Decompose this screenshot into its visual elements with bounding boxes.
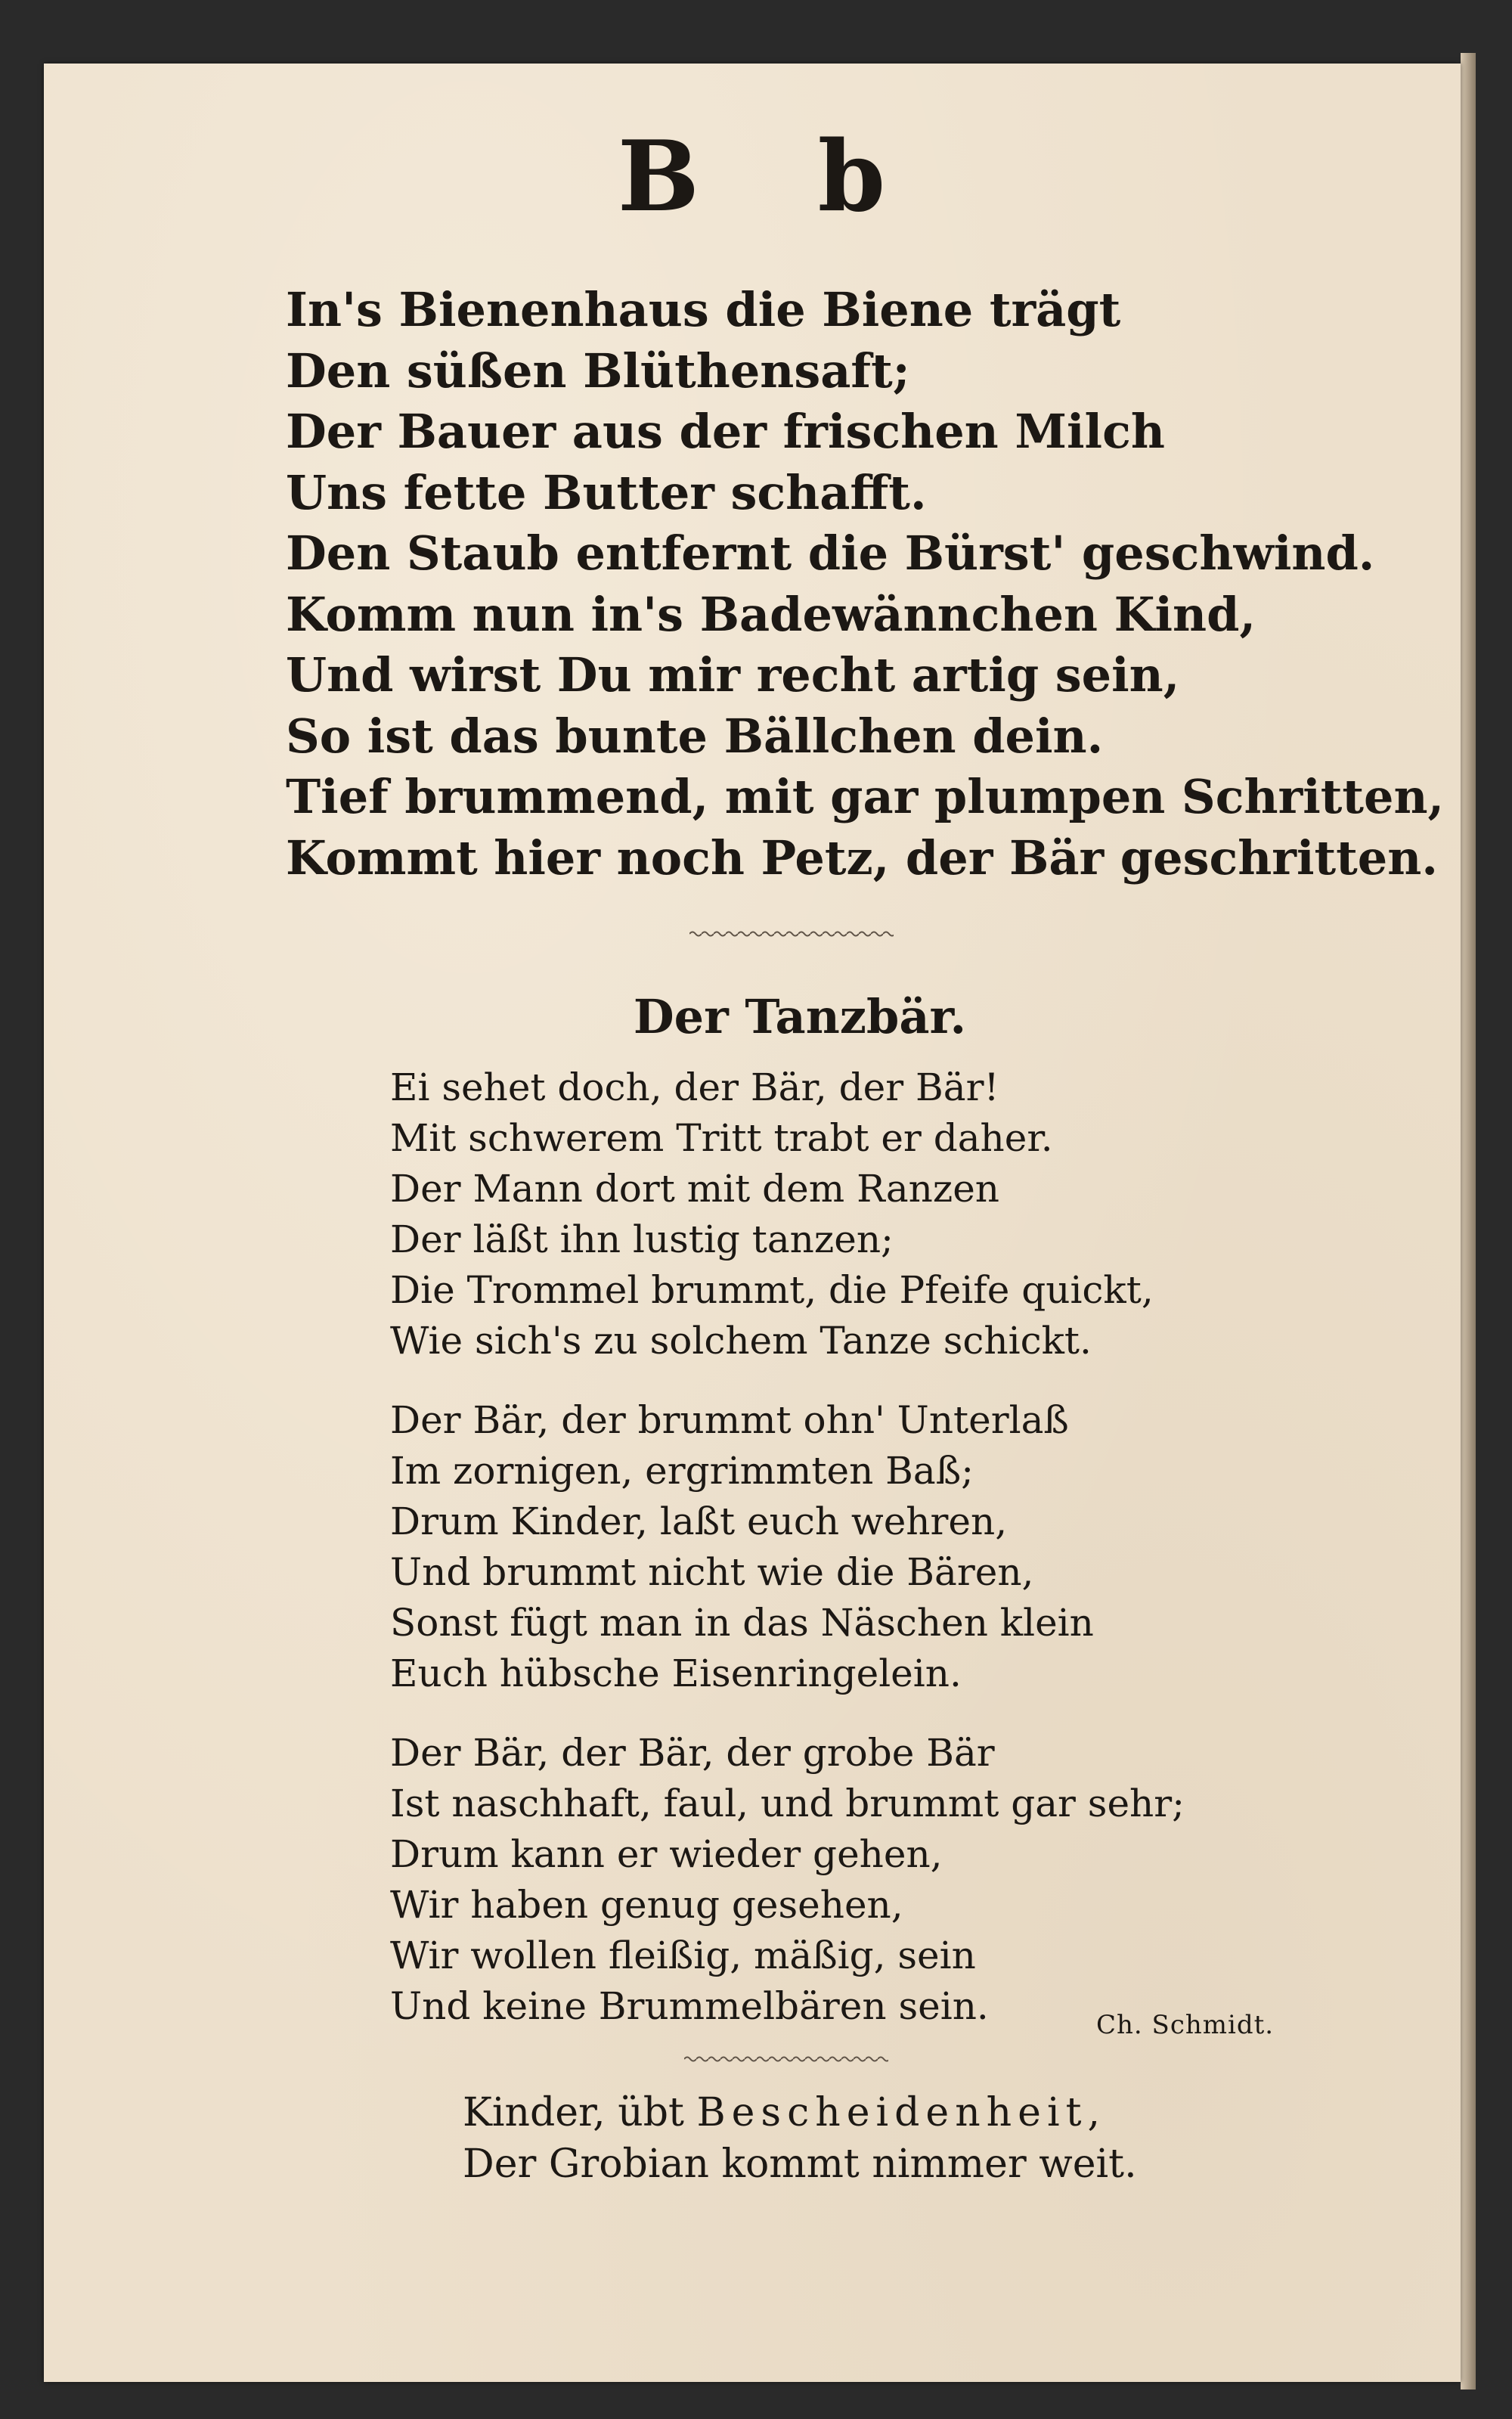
stanza-line: Drum kann er wieder gehen, (390, 1832, 943, 1876)
stanza-line: Der Bär, der brummt ohn' Unterlaß (390, 1398, 1069, 1442)
stanza-line: Die Trommel brummt, die Pfeife quickt, (390, 1268, 1154, 1312)
stanza-line: Der Bär, der Bär, der grobe Bär (390, 1731, 995, 1775)
song-stanza-1 (390, 1062, 1154, 1366)
poem-line: Komm nun in's Badewännchen Kind, (286, 586, 1256, 642)
poem-line: Der Bauer aus der frischen Milch (286, 404, 1165, 459)
page-heading-letters: B b (617, 120, 928, 234)
stanza-line: Wir wollen fleißig, mäßig, sein (390, 1934, 976, 1977)
poem-line: Tief brummend, mit gar plumpen Schritten, (286, 769, 1445, 824)
stanza-line: Drum Kinder, laßt euch wehren, (390, 1499, 1008, 1543)
poem-line: Uns fette Butter schafft. (286, 464, 927, 520)
author-signature: Ch. Schmidt. (1096, 2010, 1275, 2040)
stanza-line: Und brummt nicht wie die Bären, (390, 1550, 1034, 1594)
motto-line-2: Der Grobian kommt nimmer weit. (463, 2141, 1137, 2187)
stanza-line: Der läßt ihn lustig tanzen; (390, 1217, 894, 1261)
stanza-line: Im zornigen, ergrimmten Baß; (390, 1449, 974, 1493)
stanza-line: Mit schwerem Tritt trabt er daher. (390, 1116, 1053, 1160)
poem-line: Kommt hier noch Petz, der Bär geschritten. (286, 830, 1438, 885)
stanza-line: Wir haben genug gesehen, (390, 1883, 903, 1927)
alphabet-poem (286, 280, 1444, 889)
stanza-line: Ei sehet doch, der Bär, der Bär! (390, 1065, 999, 1109)
motto-line-1 (463, 2087, 1137, 2138)
poem-line: Den süßen Blüthensaft; (286, 343, 910, 399)
stanza-line: Und keine Brummelbären sein. (390, 1984, 989, 2028)
stanza-line: Wie sich's zu solchem Tanze schickt. (390, 1319, 1092, 1363)
motto-suffix: , (1087, 2090, 1100, 2135)
stanza-line: Der Mann dort mit dem Ranzen (390, 1167, 1000, 1211)
stanza-line: Sonst fügt man in das Näschen klein (390, 1601, 1094, 1645)
page-edge (1461, 53, 1476, 2390)
stanza-line: Euch hübsche Eisenringelein. (390, 1651, 962, 1695)
poem-line: Den Staub entfernt die Bürst' geschwind. (286, 526, 1375, 581)
song-stanza-2 (390, 1395, 1094, 1699)
poem-line: So ist das bunte Bällchen dein. (286, 708, 1104, 764)
wavy-divider (684, 2054, 888, 2064)
poem-line: In's Bienenhaus die Biene trägt (286, 282, 1121, 337)
wavy-divider (689, 929, 894, 939)
motto (463, 2087, 1137, 2190)
stanza-line: Ist naschhaft, faul, und brummt gar sehr; (390, 1782, 1185, 1825)
song-stanza-3 (390, 1728, 1185, 2032)
poem-line: Und wirst Du mir recht artig sein, (286, 647, 1180, 702)
song-title: Der Tanzbär. (633, 989, 967, 1044)
motto-emphasis: Bescheidenheit (696, 2090, 1088, 2135)
motto-prefix: Kinder, übt (463, 2090, 697, 2135)
